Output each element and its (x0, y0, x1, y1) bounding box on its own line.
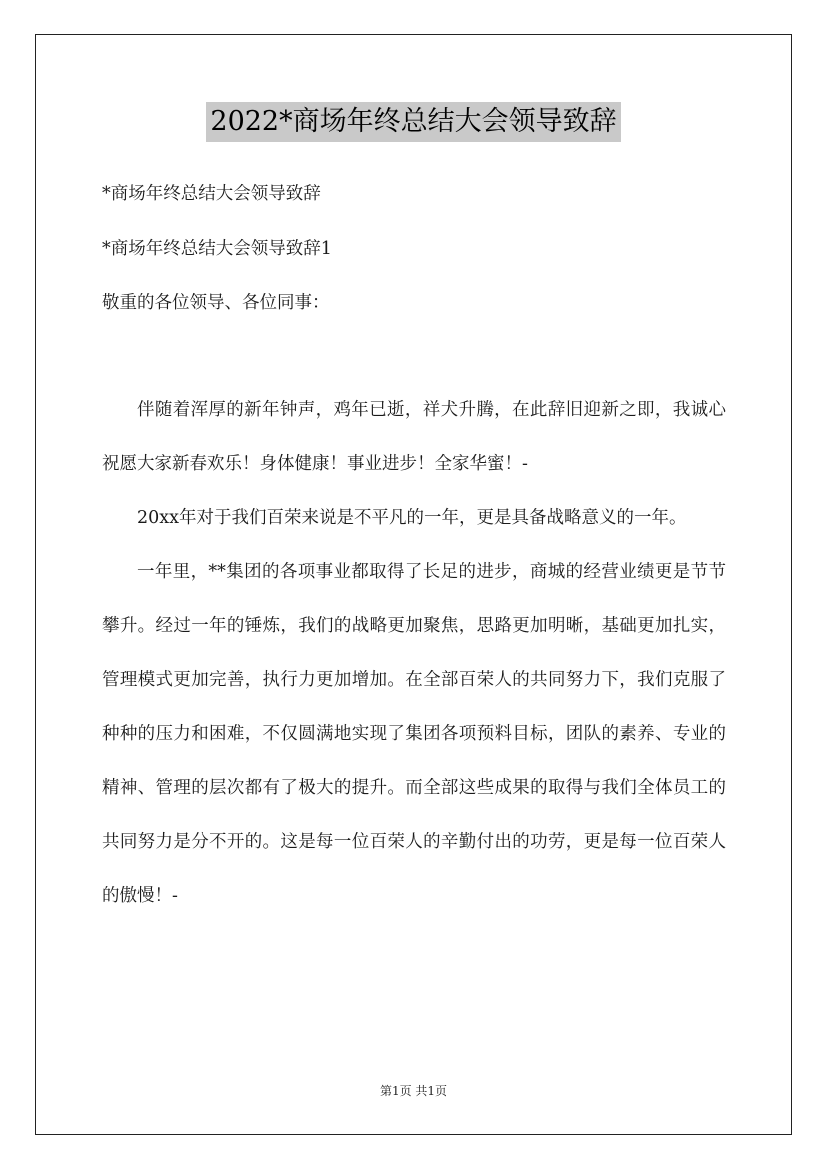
paragraph-1: 伴随着浑厚的新年钟声，鸡年已逝，祥犬升腾，在此辞旧迎新之即，我诚心祝愿大家新春欢乐！身体健康！事业进步！全家华蜜！- (102, 400, 726, 474)
title-container (0, 102, 827, 142)
salutation: 敬重的各位领导、各位同事： (102, 293, 330, 313)
subtitle-line-1: *商场年终总结大会领导致辞 (102, 184, 321, 204)
body-text (102, 383, 726, 923)
paragraph-3: 一年里，**集团的各项事业都取得了长足的进步，商城的经营业绩更是节节攀升。经过一年的锤炼，我们的战略更加聚焦，思路更加明晰，基础更加扎实，管理模式更加完善，执行力更加增加。在全部百荣人的共同努力下，我们克服了种种的压力和困难，不仅圆满地实现了集团各项预料目标，团队的素养、专业的精神、管理的层次都有了极大的提升。而全部这些成果的取得与我们全体员工的共同努力是分不开的。这是每一位百荣人的辛勤付出的功劳，更是每一位百荣人的傲慢！- (102, 562, 726, 906)
paragraph-2: 20xx年对于我们百荣来说是不平凡的一年，更是具备战略意义的一年。 (137, 508, 687, 528)
page-footer: 第1页 共1页 (379, 1084, 448, 1098)
document-title: 2022*商场年终总结大会领导致辞 (206, 102, 620, 142)
subtitle-line-2: *商场年终总结大会领导致辞1 (102, 239, 332, 259)
